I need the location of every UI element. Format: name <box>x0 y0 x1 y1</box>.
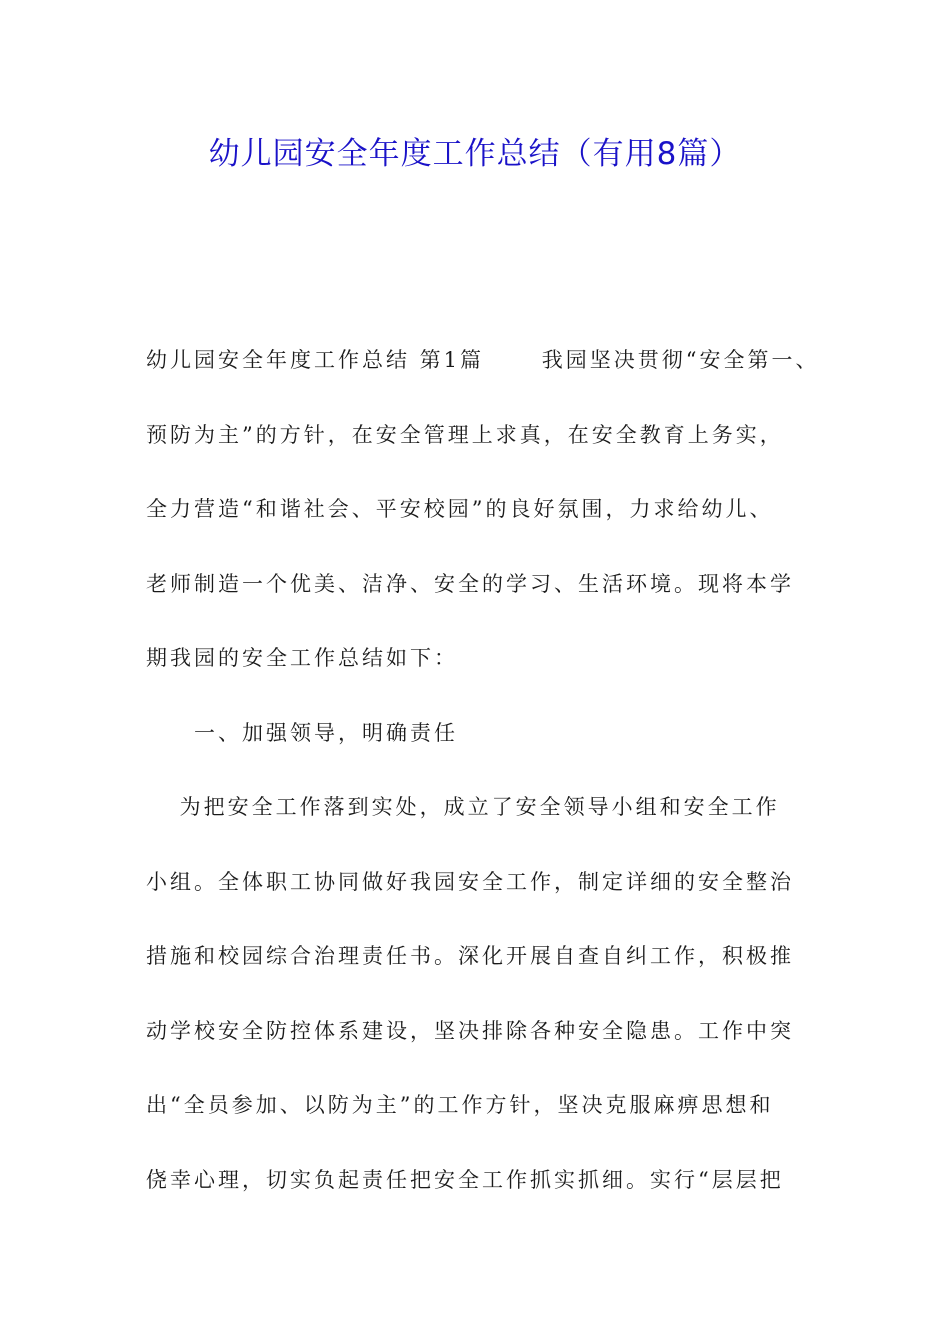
body-line-12: 侥幸心理，切实负起责任把安全工作抓实抓细。实行“层层把 <box>146 1167 784 1192</box>
section-heading-1: 一、加强领导，明确责任 <box>146 720 458 745</box>
body-line-5: 期我园的安全工作总结如下： <box>146 646 458 670</box>
body-line-9: 措施和校园综合治理责任书。深化开展自查自纠工作，积极推 <box>146 944 794 968</box>
document-body <box>146 336 820 1230</box>
body-line-4: 老师制造一个优美、洁净、安全的学习、生活环境。现将本学 <box>146 571 794 596</box>
body-line-11: 出“全员参加、以防为主”的工作方针，坚决克服麻痹思想和 <box>146 1093 774 1117</box>
body-line-8: 小组。全体职工协同做好我园安全工作，制定详细的安全整治 <box>146 869 794 894</box>
body-line-3: 全力营造“和谐社会、平安校园”的良好氛围，力求给幼儿、 <box>146 497 774 521</box>
body-line-7: 为把安全工作落到实处，成立了安全领导小组和安全工作 <box>146 795 780 819</box>
body-line-10: 动学校安全防控体系建设，坚决排除各种安全隐患。工作中突 <box>146 1018 794 1043</box>
body-line-1: 幼儿园安全年度工作总结 第1篇 我园坚决贯彻“安全第一、 <box>146 348 820 372</box>
document-title: 幼儿园安全年度工作总结（有用8篇） <box>208 136 742 172</box>
body-line-2: 预防为主”的方针，在安全管理上求真，在安全教育上务实， <box>146 422 784 447</box>
